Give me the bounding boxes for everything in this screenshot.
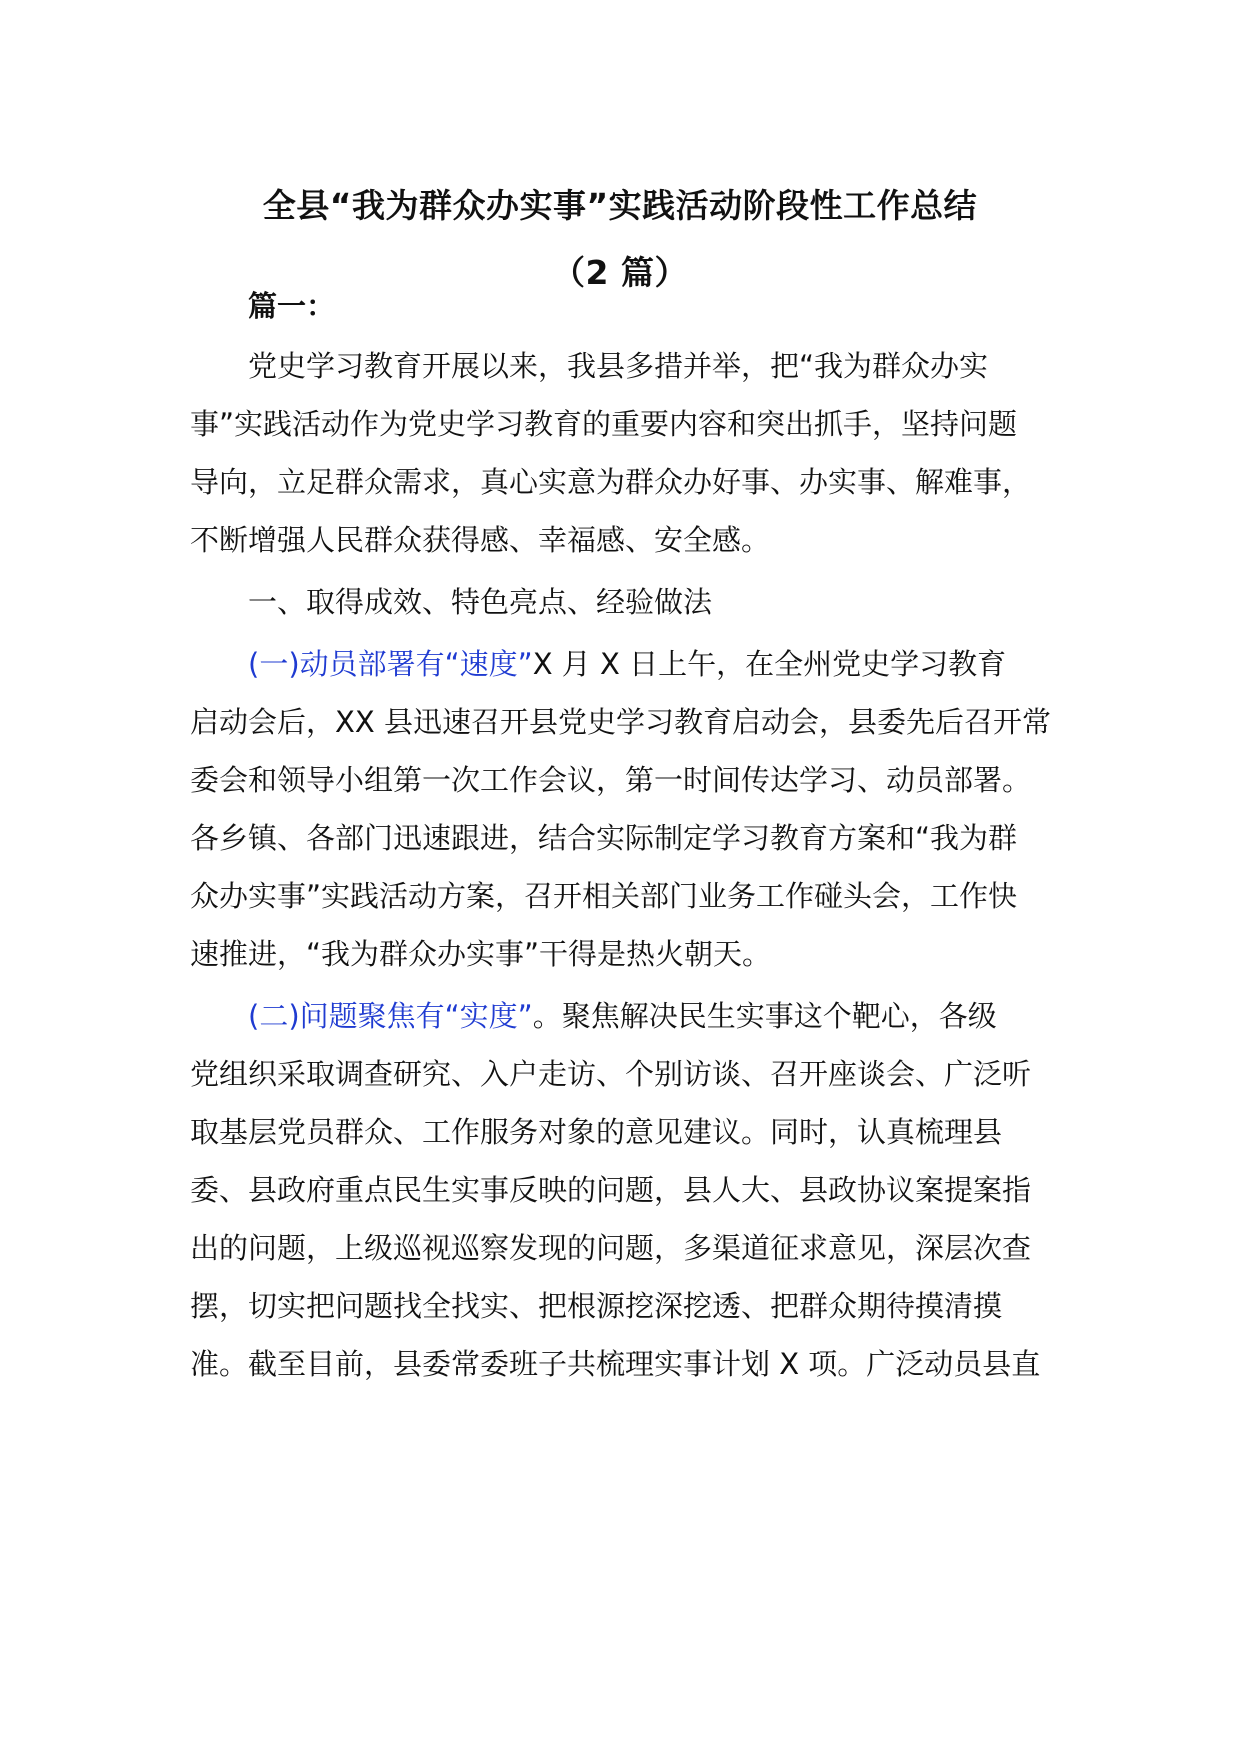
item2-line-5: 出的问题，上级巡视巡察发现的问题，多渠道征求意见，深层次查 xyxy=(190,1231,1032,1265)
intro-line-3: 导向，立足群众需求，真心实意为群众办好事、办实事、解难事， xyxy=(190,465,1032,499)
item2-line-6: 摆，切实把问题找全找实、把根源挖深挖透、把群众期待摸清摸 xyxy=(190,1289,1003,1323)
item2-line-4: 委、县政府重点民生实事反映的问题，县人大、县政协议案提案指 xyxy=(190,1173,1032,1207)
item1-heading: (一)动员部署有“速度” xyxy=(248,647,533,681)
intro-line-2: 事”实践活动作为党史学习教育的重要内容和突出抓手，坚持问题 xyxy=(190,407,1018,441)
item1-line-2: 启动会后，XX 县迅速召开县党史学习教育启动会，县委先后召开常 xyxy=(190,705,1051,739)
item2-first-line-text: 。聚焦解决民生实事这个靶心，各级 xyxy=(532,999,997,1033)
item2-heading: (二)问题聚焦有“实度” xyxy=(248,999,533,1033)
item2-first-line xyxy=(248,996,997,1036)
item1-line-4: 各乡镇、各部门迅速跟进，结合实际制定学习教育方案和“我为群 xyxy=(190,821,1018,855)
part-label: 篇一： xyxy=(248,289,336,323)
item2-line-2: 党组织采取调查研究、入户走访、个别访谈、召开座谈会、广泛听 xyxy=(190,1057,1032,1091)
item2-line-3: 取基层党员群众、工作服务对象的意见建议。同时，认真梳理县 xyxy=(190,1115,1003,1149)
item1-first-line xyxy=(248,644,1006,684)
item1-line-5: 众办实事”实践活动方案，召开相关部门业务工作碰头会，工作快 xyxy=(190,879,1018,913)
document-subtitle: （2 篇） xyxy=(552,253,688,292)
item1-line-3: 委会和领导小组第一次工作会议，第一时间传达学习、动员部署。 xyxy=(190,763,1032,797)
item1-first-line-text: X 月 X 日上午，在全州党史学习教育 xyxy=(532,647,1007,681)
item1-line-6: 速推进，“我为群众办实事”干得是热火朝天。 xyxy=(190,937,772,971)
intro-line-1: 党史学习教育开展以来，我县多措并举，把“我为群众办实 xyxy=(248,349,989,383)
item2-line-7: 准。截至目前，县委常委班子共梳理实事计划 X 项。广泛动员县直 xyxy=(190,1347,1041,1381)
document-title: 全县“我为群众办实事”实践活动阶段性工作总结 xyxy=(262,186,978,225)
intro-line-4: 不断增强人民群众获得感、幸福感、安全感。 xyxy=(190,523,771,557)
section-heading: 一、取得成效、特色亮点、经验做法 xyxy=(248,585,713,619)
